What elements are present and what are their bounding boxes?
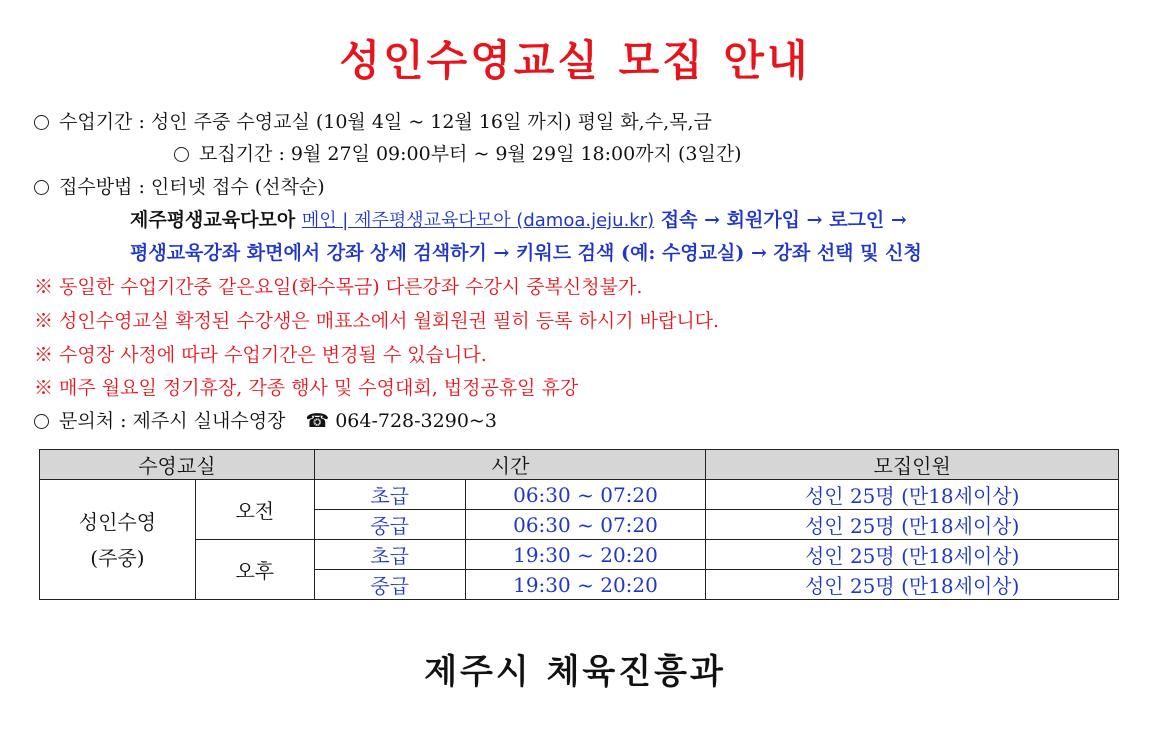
- session-pm: 오후: [195, 540, 314, 600]
- page-title: 성인수영교실 모집 안내: [339, 36, 811, 85]
- site-suffix: 접속 → 회원가입 → 로그인 →: [660, 209, 907, 231]
- level-cell: 초급: [314, 480, 465, 510]
- class-group-sub: (주중): [90, 545, 145, 570]
- recruit-text: 모집기간 : 9월 27일 09:00부터 ~ 9월 29일 18:00까지 (3일간): [199, 143, 742, 165]
- period-line: [34, 109, 712, 135]
- time-cell: 19:30 ~ 20:20: [465, 570, 706, 600]
- level-cell: 중급: [314, 510, 465, 540]
- table-header-row: [40, 450, 1119, 480]
- steps-line: 평생교육강좌 화면에서 강좌 상세 검색하기 → 키워드 검색 (예: 수영교실) → 강좌 선택 및 신청: [130, 242, 922, 264]
- note-closures: ※ 매주 월요일 정기휴장, 각종 행사 및 수영대회, 법정공휴일 휴강: [34, 377, 579, 399]
- class-group-name: 성인수영: [78, 509, 157, 534]
- time-cell: 19:30 ~ 20:20: [465, 540, 706, 570]
- method-text: 접수방법 : 인터넷 접수 (선착순): [59, 176, 325, 198]
- method-line: [34, 174, 325, 200]
- contact-line: [34, 408, 497, 434]
- header-time: 시간: [314, 450, 706, 480]
- period-text: 수업기간 : 성인 주중 수영교실 (10월 4일 ~ 12월 16일 까지) 평일 화,수,목,금: [59, 111, 712, 133]
- site-line: [130, 207, 907, 234]
- phone-number: 064-728-3290~3: [335, 410, 497, 432]
- session-am: 오전: [195, 480, 314, 540]
- note-schedule-change: ※ 수영장 사정에 따라 수업기간은 변경될 수 있습니다.: [34, 344, 487, 366]
- capacity-cell: 성인 25명 (만18세이상): [706, 540, 1119, 570]
- header-class: 수영교실: [40, 450, 315, 480]
- table-row: [40, 480, 1119, 510]
- circle-bullet-icon: [34, 180, 49, 195]
- time-cell: 06:30 ~ 07:20: [465, 480, 706, 510]
- note-membership: ※ 성인수영교실 확정된 수강생은 매표소에서 월회원권 필히 등록 하시기 바랍니다.: [34, 310, 720, 332]
- level-cell: 중급: [314, 570, 465, 600]
- level-cell: 초급: [314, 540, 465, 570]
- header-capacity: 모집인원: [706, 450, 1119, 480]
- note-duplicate: ※ 동일한 수업기간중 같은요일(화수목금) 다른강좌 수강시 중복신청불가.: [34, 276, 643, 298]
- circle-bullet-icon: [174, 147, 189, 162]
- capacity-cell: 성인 25명 (만18세이상): [706, 480, 1119, 510]
- time-cell: 06:30 ~ 07:20: [465, 510, 706, 540]
- site-prefix: 제주평생교육다모아: [130, 209, 296, 231]
- phone-icon: ☎: [305, 410, 330, 432]
- capacity-cell: 성인 25명 (만18세이상): [706, 510, 1119, 540]
- department-name: 제주시 체육진흥과: [424, 652, 726, 692]
- damoa-link[interactable]: 메인 | 제주평생교육다모아 (damoa.jeju.kr): [301, 210, 655, 231]
- table-row: [40, 540, 1119, 570]
- circle-bullet-icon: [34, 414, 49, 429]
- recruit-line: [174, 141, 742, 167]
- schedule-table: [39, 449, 1119, 600]
- capacity-cell: 성인 25명 (만18세이상): [706, 570, 1119, 600]
- class-group-cell: [40, 480, 196, 600]
- circle-bullet-icon: [34, 115, 49, 130]
- contact-text: 문의처 : 제주시 실내수영장: [59, 410, 286, 432]
